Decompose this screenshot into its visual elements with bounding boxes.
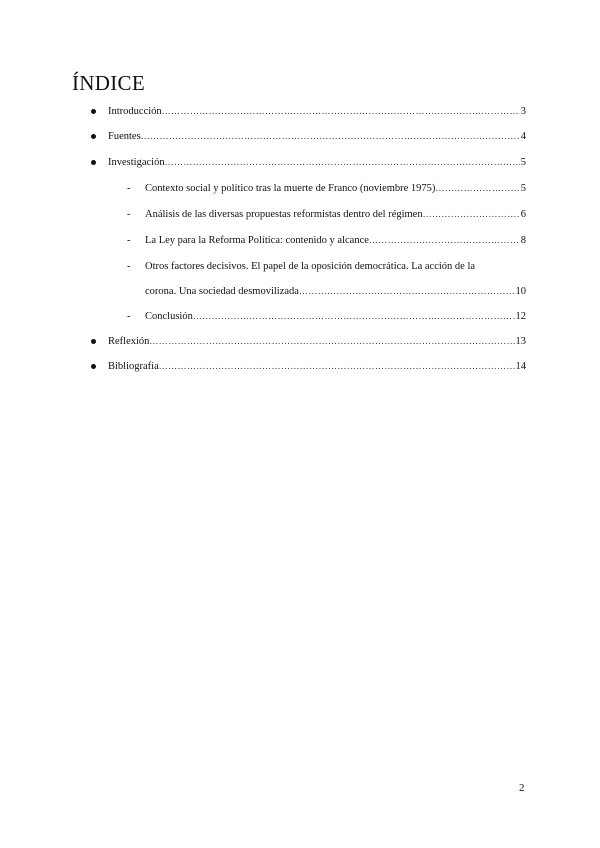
dot-leader (149, 335, 514, 348)
toc-label: corona. Una sociedad desmovilizada (145, 286, 299, 297)
toc-entry-introduccion[interactable] (108, 105, 526, 118)
dot-leader (299, 285, 515, 298)
page-title: ÍNDICE (72, 71, 145, 95)
dot-leader (162, 105, 520, 118)
page-number: 2 (519, 782, 525, 794)
dot-leader (369, 234, 520, 247)
toc-entry-investigacion[interactable] (108, 156, 526, 169)
toc-page: 5 (520, 157, 526, 168)
bullet (91, 160, 96, 165)
toc-label: Análisis de las diversas propuestas reformistas dentro del régimen (145, 209, 423, 220)
toc-entry-analisis[interactable] (145, 208, 526, 221)
dash-marker: - (127, 235, 131, 246)
toc-label: Contexto social y político tras la muerte de Franco (noviembre 1975) (145, 183, 436, 194)
toc-page: 10 (515, 286, 526, 297)
toc-entry-conclusion[interactable] (145, 310, 526, 323)
dot-leader (423, 208, 520, 221)
toc-label: Investigación (108, 157, 165, 168)
dot-leader (435, 182, 519, 195)
toc-label: Bibliografía (108, 361, 159, 372)
dot-leader (159, 360, 515, 373)
toc-page: 4 (520, 131, 526, 142)
dot-leader (193, 310, 515, 323)
toc-entry-otros-factores[interactable] (145, 285, 526, 298)
dash-marker: - (127, 209, 131, 220)
toc-label: La Ley para la Reforma Política: contenido y alcance (145, 235, 369, 246)
toc-label: Introducción (108, 106, 162, 117)
toc-page: 12 (515, 311, 526, 322)
toc-entry-reflexion[interactable] (108, 335, 526, 348)
toc-page: 6 (520, 209, 526, 220)
toc-label: Conclusión (145, 311, 193, 322)
bullet (91, 364, 96, 369)
toc-entry-bibliografia[interactable] (108, 360, 526, 373)
toc-entry-contexto[interactable] (145, 182, 526, 195)
dash-marker: - (127, 261, 131, 272)
dash-marker: - (127, 183, 131, 194)
toc-label-line1[interactable]: Otros factores decisivos. El papel de la oposición democrática. La acción de la (145, 261, 476, 272)
dot-leader (165, 156, 520, 169)
toc-label: Reflexión (108, 336, 150, 347)
toc-page: 14 (515, 361, 526, 372)
toc-entry-ley-reforma[interactable] (145, 234, 526, 247)
toc-page: 13 (515, 336, 526, 347)
bullet (91, 109, 96, 114)
bullet (91, 134, 96, 139)
toc-page: 5 (520, 183, 526, 194)
toc-page: 8 (520, 235, 526, 246)
dot-leader (141, 130, 520, 143)
dash-marker: - (127, 311, 131, 322)
bullet (91, 339, 96, 344)
toc-entry-fuentes[interactable] (108, 130, 526, 143)
toc-page: 3 (520, 106, 526, 117)
toc-label: Fuentes (108, 131, 141, 142)
